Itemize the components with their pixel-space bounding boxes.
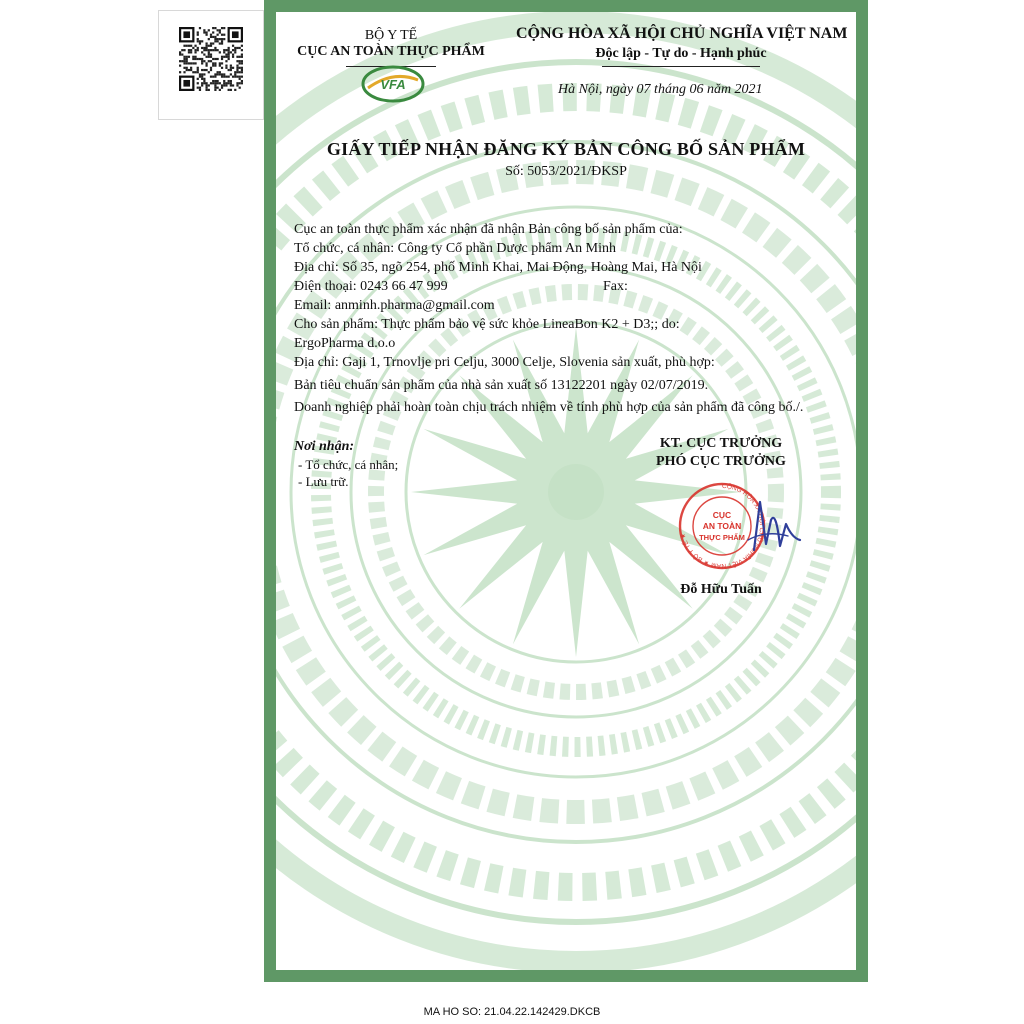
vfa-logo — [360, 64, 426, 104]
official-stamp — [676, 480, 806, 575]
recipients-title: Nơi nhận: — [294, 439, 355, 454]
document-number: Số: 5053/2021/ĐKSP — [505, 164, 627, 179]
issue-date: Hà Nội, ngày 07 tháng 06 năm 2021 — [558, 82, 763, 97]
body-line: Cục an toàn thực phẩm xác nhận đã nhận Bản công bố sản phẩm của: — [294, 222, 683, 237]
stamp-text: CỤC — [712, 510, 732, 520]
file-code: MA HO SO: 21.04.22.142429.DKCB — [423, 1006, 601, 1018]
national-motto: Độc lập - Tự do - Hạnh phúc — [595, 46, 767, 61]
stamp-text: AN TOÀN — [702, 521, 742, 531]
country-name: CỘNG HÒA XÃ HỘI CHỦ NGHĨA VIỆT NAM — [516, 25, 848, 42]
body-line: Địa chỉ: Gaji 1, Trnovlje pri Celju, 3000 Celje, Slovenia sản xuất, phù hợp: — [294, 355, 715, 370]
qr-code-icon — [179, 27, 243, 91]
signature-title: KT. CỤC TRƯỞNG — [659, 436, 783, 451]
department-name: CỤC AN TOÀN THỰC PHẨM — [297, 44, 485, 59]
stamp-text: THỰC PHẨM — [699, 533, 745, 542]
body-line: Điện thoại: 0243 66 47 999 — [294, 279, 448, 294]
signer-name: Đỗ Hữu Tuấn — [680, 582, 762, 597]
fax-label: Fax: — [603, 279, 628, 294]
body-line: Doanh nghiệp phải hoàn toàn chịu trách nhiệm về tính phù hợp của sản phẩm đã công bố./. — [294, 400, 804, 415]
motto-underline — [602, 66, 760, 67]
stamp-ring-text: CỘNG HÒA XÃ HỘI CHỦ NGHĨA VIỆT NAM ★ BỘ Y TẾ ★ — [679, 482, 765, 570]
body-line: Email: anminh.pharma@gmail.com — [294, 298, 495, 313]
recipient-item: - Lưu trữ. — [298, 474, 349, 489]
ministry-name: BỘ Y TẾ — [364, 28, 418, 43]
signature-subtitle: PHÓ CỤC TRƯỞNG — [656, 454, 786, 469]
document-title: GIẤY TIẾP NHẬN ĐĂNG KÝ BẢN CÔNG BỐ SẢN PHẨM — [326, 139, 806, 159]
certificate-frame — [264, 0, 868, 982]
body-line: Tổ chức, cá nhân: Công ty Cổ phần Dược phẩm An Minh — [294, 241, 616, 256]
body-line: ErgoPharma d.o.o — [294, 336, 396, 351]
body-line: Cho sản phẩm: Thực phẩm bảo vệ sức khỏe LineaBon K2 + D3;; do: — [294, 317, 680, 332]
certificate-paper — [276, 12, 856, 970]
body-line: Địa chỉ: Số 35, ngõ 254, phố Minh Khai, Mai Động, Hoàng Mai, Hà Nội — [294, 260, 702, 275]
qr-code — [158, 10, 264, 120]
body-line: Bản tiêu chuẩn sản phẩm của nhà sản xuất số 13122201 ngày 02/07/2019. — [294, 378, 709, 393]
recipient-item: - Tổ chức, cá nhân; — [298, 457, 399, 472]
vfa-logo-text: VFA — [380, 77, 406, 92]
